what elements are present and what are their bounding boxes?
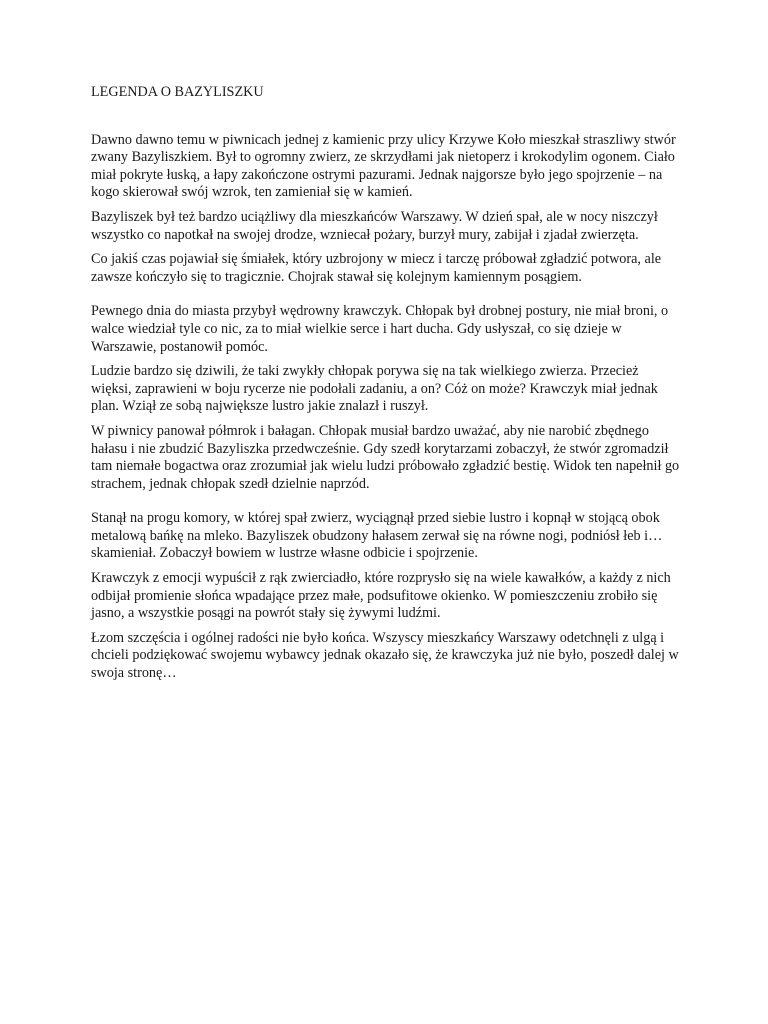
paragraph-5: Ludzie bardzo się dziwili, że taki zwykły chłopak porywa się na tak wielkiego zwierza. Przecież więksi, zaprawieni w boju rycerze nie podołali zadaniu, a on? Cóż on może? Krawczyk miał jednak plan. Wziął ze sobą największe lustro jakie znalazł i ruszył. [91, 363, 658, 415]
paragraph-4: Pewnego dnia do miasta przybył wędrowny krawczyk. Chłopak był drobnej postury, nie miał broni, o walce wiedział tyle co nic, za to miał wielkie serce i hart ducha. Gdy usłyszał, co się dzieje w Warszawie, postanowił pomóc. [91, 303, 669, 355]
paragraph-8: Krawczyk z emocji wypuścił z rąk zwierciadło, które rozprysło się na wiele kawałków, a każdy z nich odbijał promienie słońca wpadające przez małe, podsufitowe okienko. W pomieszczeniu zrobiło się jasno, a wszystkie posągi na powrót stały się żywymi ludźmi. [91, 570, 671, 622]
document-title: LEGENDA O BAZYLISZKU [91, 84, 264, 100]
paragraph-1: Dawno dawno temu w piwnicach jednej z kamienic przy ulicy Krzywe Koło mieszkał straszliwy stwór zwany Bazyliszkiem. Był to ogromny zwierz, ze skrzydłami jak nietoperz i krokodylim ogonem. Ciało miał pokryte łuską, a łapy zakończone ostrymi pazurami. Jednak najgorsze było jego spojrzenie – na kogo skierował swój wzrok, ten zamieniał się w kamień. [91, 131, 676, 201]
paragraph-9: Łzom szczęścia i ogólnej radości nie było końca. Wszyscy mieszkańcy Warszawy odetchnęli z ulgą i chcieli podziękować swojemu wybawcy jednak okazało się, że krawczyka już nie było, poszedł dalej w swoja stronę… [91, 629, 679, 682]
paragraph-3: Co jakiś czas pojawiał się śmiałek, który uzbrojony w miecz i tarczę próbował zgładzić potwora, ale zawsze kończyło się to tragicznie. Chojrak stawał się kolejnym kamiennym posągiem. [91, 251, 662, 285]
paragraph-6: W piwnicy panował półmrok i bałagan. Chłopak musiał bardzo uważać, aby nie narobić zbędnego hałasu i nie zbudzić Bazyliszka przedwcześnie. Gdy szedł korytarzami zobaczył, że stwór zgromadził tam niemałe bogactwa oraz zrozumiał jak wielu ludzi próbowało zgładzić bestię. Widok ten napełnił go strachem, jednak chłopak szedł dzielnie naprzód. [91, 422, 680, 492]
paragraph-2: Bazyliszek był też bardzo uciążliwy dla mieszkańców Warszawy. W dzień spał, ale w nocy niszczył wszystko co napotkał na swojej drodze, wzniecał pożary, burzył mury, zabijał i zjadał zwierzęta. [91, 208, 658, 243]
document-body [91, 84, 681, 690]
paragraph-7: Stanął na progu komory, w której spał zwierz, wyciągnął przed siebie lustro i kopnął w stojącą obok metalową bańkę na mleko. Bazyliszek obudzony hałasem zerwał się na równe nogi, podniósł łeb i… skamieniał. Zobaczył bowiem w lustrze własne odbicie i spojrzenie. [91, 510, 663, 562]
